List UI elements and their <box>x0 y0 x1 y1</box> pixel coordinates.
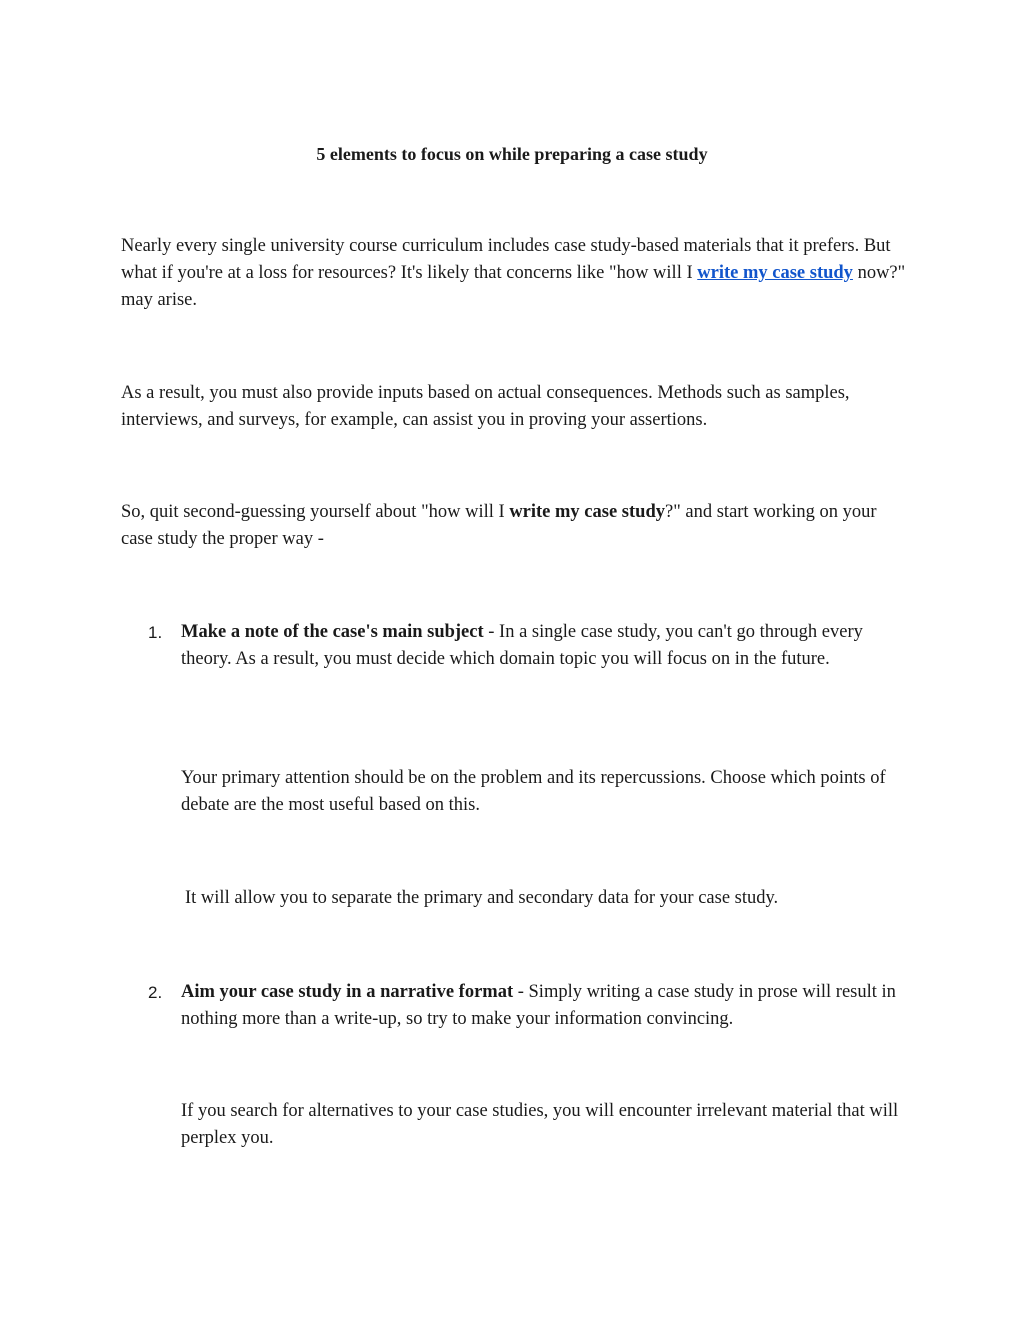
p3-text-after: ?" and start working on your case study the proper way - <box>121 502 877 549</box>
list-item-2-text: - Simply writing a case study in prose will result in nothing more than a write-up, so try to make your information convincing. <box>181 982 896 1029</box>
intro-text-before: Nearly every single university course curriculum includes case study-based materials that it prefers. But what if you're at a loss for resources? It's likely that concerns like "how will I <box>121 236 891 283</box>
list-item-1 <box>181 619 911 673</box>
intro-text-after: now?" may arise. <box>121 263 906 310</box>
list-item-1-subparagraph-1: Your primary attention should be on the problem and its repercussions. Choose which points of debate are the most useful based on this. <box>181 768 886 815</box>
list-item-2 <box>181 979 911 1033</box>
list-item-1-subparagraph-2: It will allow you to separate the primary and secondary data for your case study. <box>185 888 779 908</box>
second-guessing-paragraph <box>121 499 911 553</box>
intro-paragraph <box>121 233 911 314</box>
p3-text-before: So, quit second-guessing yourself about "how will I <box>121 502 510 522</box>
list-number-1: 1. <box>148 623 163 642</box>
list-item-2-heading: Aim your case study in a narrative format <box>181 982 514 1002</box>
list-item-1-text: - In a single case study, you can't go through every theory. As a result, you must decide which domain topic you will focus on in the future. <box>181 622 863 669</box>
document-title: 5 elements to focus on while preparing a case study <box>316 144 708 164</box>
results-paragraph: As a result, you must also provide inputs based on actual consequences. Methods such as samples, interviews, and surveys, for example, can assist you in proving your assertions. <box>121 383 850 430</box>
p3-bold-text: write my case study <box>509 502 665 522</box>
write-my-case-study-link[interactable]: write my case study <box>697 263 853 283</box>
list-item-1-heading: Make a note of the case's main subject <box>181 622 484 642</box>
list-number-2: 2. <box>148 983 163 1002</box>
list-item-2-subparagraph-1: If you search for alternatives to your case studies, you will encounter irrelevant material that will perplex you. <box>181 1101 899 1148</box>
